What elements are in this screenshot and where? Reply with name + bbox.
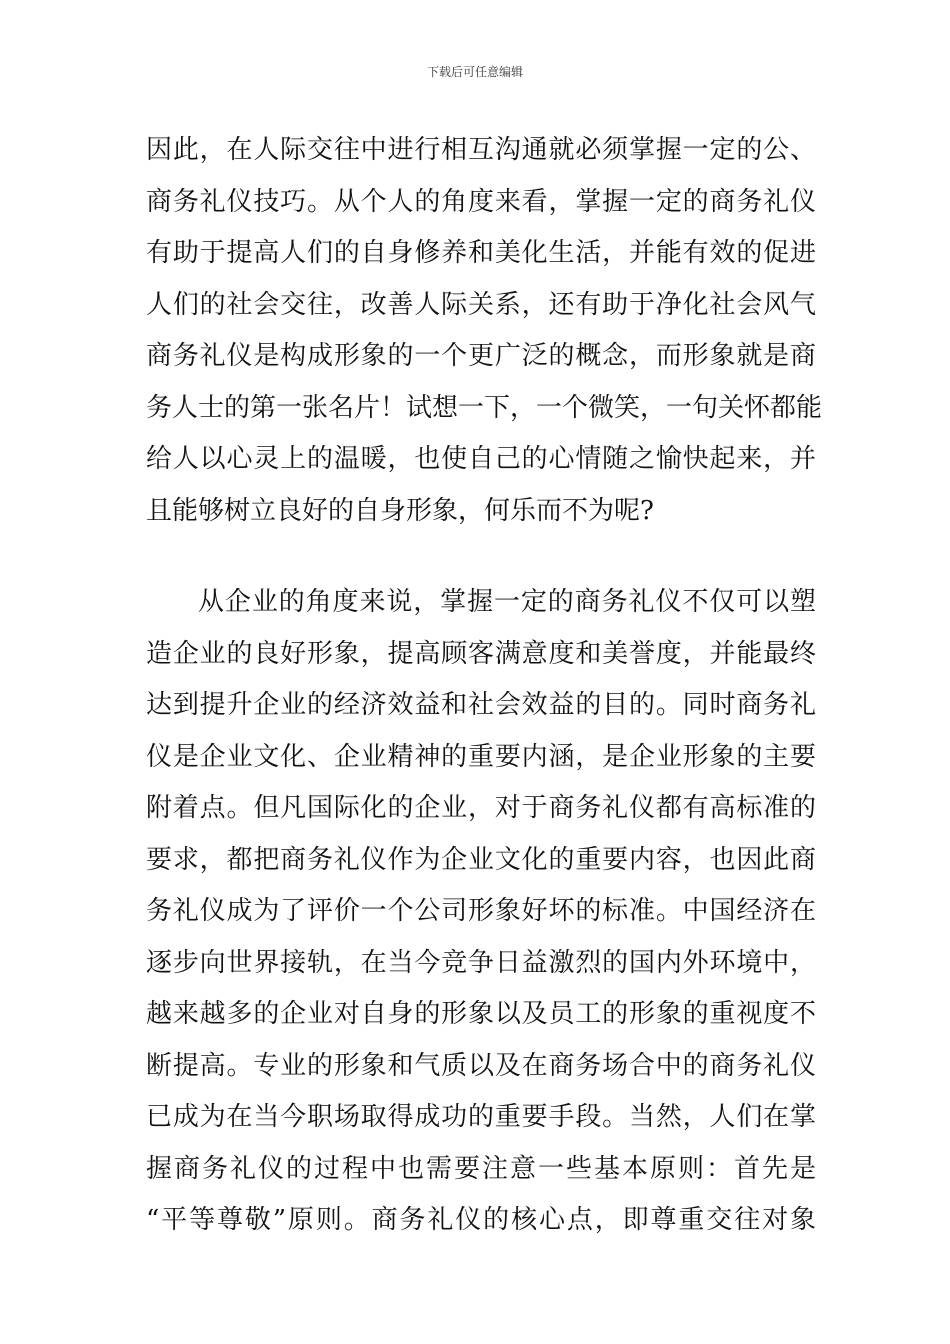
text-line: 达到提升企业的经济效益和社会效益的目的。同时商务礼: [146, 690, 816, 720]
text-line: 从企业的角度来说，掌握一定的商务礼仪不仅可以塑: [198, 587, 816, 617]
text-line: 要求，都把商务礼仪作为企业文化的重要内容，也因此商: [146, 844, 816, 875]
text-line: 商务礼仪技巧。从个人的角度来看，掌握一定的商务礼仪: [146, 186, 816, 217]
text-line: 人们的社会交往，改善人际关系，还有助于净化社会风气: [146, 289, 816, 320]
text-line: 握商务礼仪的过程中也需要注意一些基本原则：首先是: [146, 1153, 816, 1184]
text-line: 仪是企业文化、企业精神的重要内涵，是企业形象的主要: [146, 741, 816, 772]
text-line: 给人以心灵上的温暖，也使自己的心情随之愉快起来，并: [146, 444, 816, 474]
paragraph-personal-benefits: [146, 125, 823, 537]
text-line: 造企业的良好形象，提高顾客满意度和美誉度，并能最终: [146, 638, 816, 669]
text-line: 有助于提高人们的自身修养和美化生活，并能有效的促进: [146, 238, 816, 268]
text-line: “平等尊敬”原则。商务礼仪的核心点，即尊重交往对象: [146, 1205, 816, 1235]
paragraph-enterprise-benefits: [146, 577, 816, 1247]
text-line: 因此，在人际交往中进行相互沟通就必须掌握一定的公、: [146, 135, 816, 165]
text-line: 越来越多的企业对自身的形象以及员工的形象的重视度不: [146, 999, 816, 1029]
text-line: 断提高。专业的形象和气质以及在商务场合中的商务礼仪: [146, 1050, 816, 1081]
text-line: 务人士的第一张名片！试想一下，一个微笑，一句关怀都能: [146, 392, 823, 423]
text-line: 商务礼仪是构成形象的一个更广泛的概念，而形象就是商: [146, 341, 816, 371]
text-line: 已成为在当今职场取得成功的重要手段。当然，人们在掌: [146, 1102, 816, 1132]
text-line: 且能够树立良好的自身形象，何乐而不为呢?: [146, 495, 654, 526]
page-header: 下载后可任意编辑: [426, 65, 523, 79]
text-line: 附着点。但凡国际化的企业，对于商务礼仪都有高标准的: [146, 793, 816, 823]
text-line: 逐步向世界接轨，在当今竞争日益激烈的国内外环境中，: [146, 947, 816, 978]
text-line: 务礼仪成为了评价一个公司形象好坏的标准。中国经济在: [146, 896, 816, 926]
